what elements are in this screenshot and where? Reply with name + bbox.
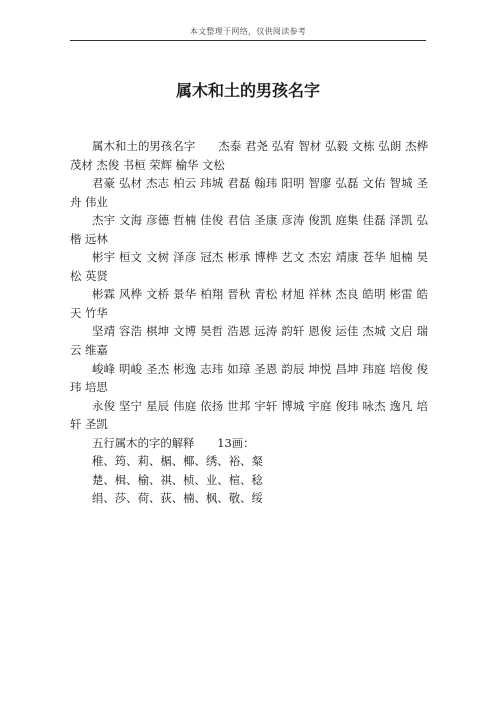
paragraph-names: 彬宇 桓文 文树 泽彦 冠杰 彬承 博桦 艺文 杰宏 靖康 苍华 旭楠 昊松 英贤 [70,250,428,283]
document-body [70,137,428,508]
paragraph-names: 杰宇 文海 彦德 哲楠 佳俊 君信 圣康 彦涛 俊凯 庭集 佳磊 泽凯 弘楷 远林 [70,213,428,246]
paragraph-names: 永俊 坚宁 星辰 伟庭 依扬 世邦 宇轩 博城 宇庭 俊玮 咏杰 逸凡 培轩 圣凯 [70,398,428,432]
paragraph-intro: 属木和土的男孩名字 杰泰 君尧 弘宥 智材 弘毅 文栋 弘朗 杰桦 茂材 杰俊 书桓 荣辉 榆华 文松 [70,139,428,172]
char-list-line: 楚、楫、榆、祺、桢、业、楦、稔 [92,472,263,487]
paragraph-names: 彬霖 风桦 文桥 景华 柏翔 晋秋 青松 材旭 祥林 杰良 皓明 彬雷 皓天 竹华 [70,287,428,320]
paragraph-names: 峻峰 明峻 圣杰 彬逸 志玮 如璋 圣恩 韵辰 坤悦 昌坤 玮庭 培俊 俊玮 培思 [70,361,428,395]
header-divider [70,40,426,41]
char-list-line: 稚、筠、莉、榍、椰、绣、裕、粲 [92,454,263,469]
page-header-note: 本文整理于网络，仅供阅读参考 [189,27,307,36]
paragraph-names: 君豪 弘材 杰志 柏云 玮城 君磊 翰玮 阳明 智廖 弘磊 文佑 智城 圣舟 伟业 [70,176,428,209]
section-heading: 五行属木的字的解释 13画： [92,435,255,450]
document-title: 属木和土的男孩名字 [175,81,320,100]
char-list-line: 绢、莎、荷、荻、楠、枫、敬、绥 [92,491,263,506]
paragraph-names: 坚靖 容浩 棋坤 文博 昊哲 浩恩 远涛 韵轩 恩俊 运佳 杰城 文启 瑞云 维嘉 [70,324,428,358]
